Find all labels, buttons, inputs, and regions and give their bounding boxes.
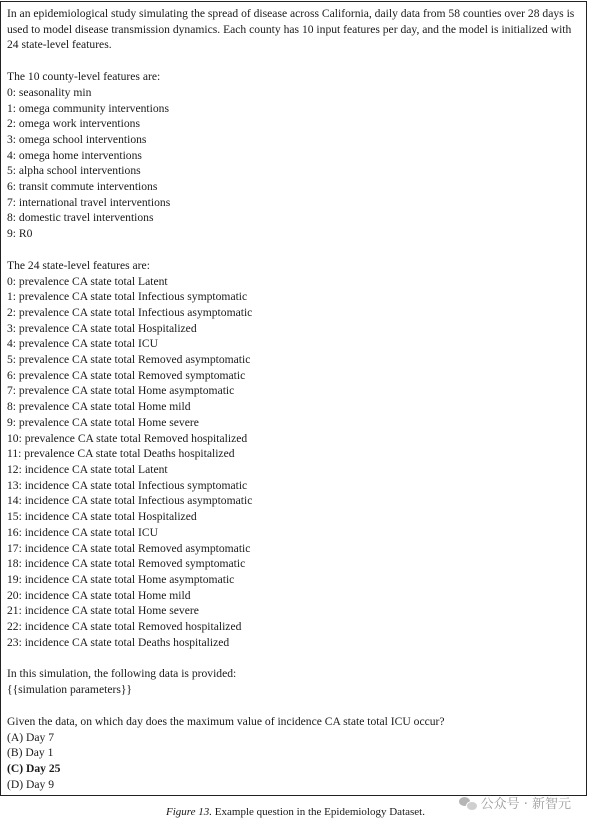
list-item: 6: prevalence CA state total Removed symptomatic	[7, 368, 246, 382]
county-features-header: The 10 county-level features are:	[7, 70, 161, 84]
list-item: 1: prevalence CA state total Infectious symptomatic	[7, 290, 248, 304]
list-item: 7: prevalence CA state total Home asymptomatic	[7, 384, 235, 398]
list-item: 20: incidence CA state total Home mild	[7, 588, 191, 602]
list-item: 14: incidence CA state total Infectious asymptomatic	[7, 494, 253, 508]
intro-paragraph: In an epidemiological study simulating the spread of disease across California, daily data from 58 counties over 28 days is used to model disease transmission dynamics. Each county has 10 input features per day, and the model is initialized with 24 state-level features.	[7, 7, 575, 52]
list-item: 4: prevalence CA state total ICU	[7, 337, 158, 351]
list-item: 19: incidence CA state total Home asymptomatic	[7, 572, 235, 586]
list-item: 8: prevalence CA state total Home mild	[7, 400, 191, 414]
state-features-header: The 24 state-level features are:	[7, 258, 150, 272]
list-item: 5: alpha school interventions	[7, 164, 141, 178]
list-item: 4: omega home interventions	[7, 148, 142, 162]
answer-option-b: (B) Day 1	[7, 746, 54, 760]
answer-option-d: (D) Day 9	[7, 777, 55, 791]
answer-option-c-correct: (C) Day 25	[7, 761, 61, 775]
spacer	[7, 53, 583, 69]
simulation-intro: In this simulation, the following data is provided:	[7, 667, 237, 681]
list-item: 5: prevalence CA state total Removed asymptomatic	[7, 353, 251, 367]
list-item: 9: R0	[7, 227, 33, 241]
spacer	[7, 698, 583, 714]
list-item: 18: incidence CA state total Removed symptomatic	[7, 557, 246, 571]
spacer	[7, 242, 583, 258]
list-item: 21: incidence CA state total Home severe	[7, 604, 199, 618]
list-item: 7: international travel interventions	[7, 195, 171, 209]
state-features-list	[7, 274, 583, 651]
list-item: 2: omega work interventions	[7, 117, 140, 131]
question-text: Given the data, on which day does the maximum value of incidence CA state total ICU occur?	[7, 714, 445, 728]
list-item: 15: incidence CA state total Hospitalized	[7, 510, 197, 524]
caption-text: Example question in the Epidemiology Dataset.	[212, 806, 425, 818]
list-item: 3: prevalence CA state total Hospitalized	[7, 321, 197, 335]
watermark-text: 公众号 · 新智元	[480, 797, 571, 812]
list-item: 16: incidence CA state total ICU	[7, 525, 159, 539]
list-item: 1: omega community interventions	[7, 101, 169, 115]
list-item: 23: incidence CA state total Deaths hospitalized	[7, 635, 230, 649]
list-item: 3: omega school interventions	[7, 132, 147, 146]
county-features-list	[7, 85, 583, 242]
simulation-parameters-placeholder: {{simulation parameters}}	[7, 683, 132, 697]
list-item: 10: prevalence CA state total Removed hospitalized	[7, 431, 248, 445]
list-item: 9: prevalence CA state total Home severe	[7, 415, 199, 429]
list-item: 17: incidence CA state total Removed asymptomatic	[7, 541, 251, 555]
spacer	[7, 650, 583, 666]
list-item: 11: prevalence CA state total Deaths hospitalized	[7, 447, 235, 461]
list-item: 12: incidence CA state total Latent	[7, 462, 168, 476]
figure-caption	[0, 805, 591, 819]
list-item: 2: prevalence CA state total Infectious asymptomatic	[7, 305, 253, 319]
list-item: 22: incidence CA state total Removed hospitalized	[7, 620, 242, 634]
answer-options	[7, 730, 583, 793]
list-item: 6: transit commute interventions	[7, 180, 158, 194]
list-item: 13: incidence CA state total Infectious symptomatic	[7, 478, 248, 492]
question-box	[0, 1, 587, 796]
list-item: 8: domestic travel interventions	[7, 211, 154, 225]
answer-option-a: (A) Day 7	[7, 730, 55, 744]
caption-figure-label: Figure 13.	[166, 806, 213, 818]
list-item: 0: seasonality min	[7, 85, 92, 99]
list-item: 0: prevalence CA state total Latent	[7, 274, 168, 288]
